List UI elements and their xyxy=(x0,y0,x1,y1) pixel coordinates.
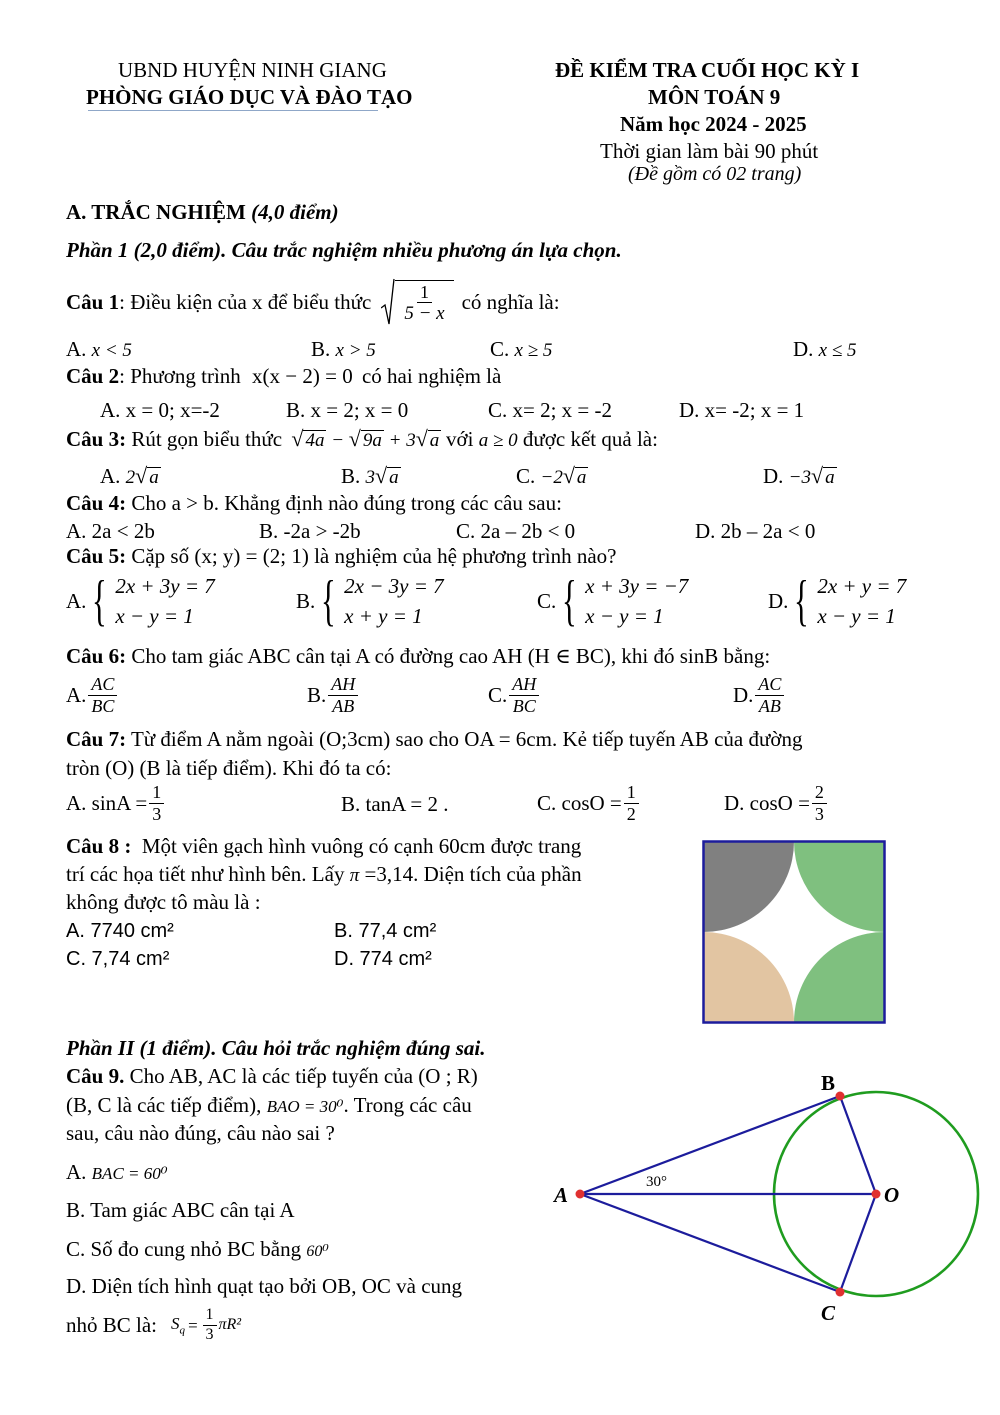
label-b: B xyxy=(821,1071,836,1095)
section-a-title: A. TRẮC NGHIỆM (4,0 điểm) xyxy=(66,200,339,224)
q2-option-d: D. x= -2; x = 1 xyxy=(679,398,805,422)
label-a: A xyxy=(554,1183,569,1207)
q4-option-d: D. 2b – 2a < 0 xyxy=(695,519,816,543)
header-right-line4: Thời gian làm bài 90 phút xyxy=(600,139,819,163)
q6-stem: Câu 6: Cho tam giác ABC cân tại A có đường cao AH (H ∈ BC), khi đó sinB bằng: xyxy=(66,644,771,668)
q8-option-c: C. 7,74 cm² xyxy=(66,948,170,970)
point-a xyxy=(576,1190,585,1199)
q3-option-d: D. −3√ a xyxy=(763,463,835,488)
q2-option-b: B. x = 2; x = 0 xyxy=(286,398,409,422)
header-right-line5: (Đề gồm có 02 trang) xyxy=(628,163,802,185)
q3-option-b: B. 3√ a xyxy=(341,463,399,488)
radius-oc xyxy=(840,1194,876,1292)
q9-option-c: C. Số đo cung nhỏ BC bằng 60⁰ xyxy=(66,1237,329,1261)
q7-option-d: D. cosO = $\frac{2}{3}$ xyxy=(724,783,829,824)
header-underline xyxy=(88,110,378,111)
q9-stem-line1: Câu 9. Cho AB, AC là các tiếp tuyến của (O ; R) xyxy=(66,1064,478,1088)
angle-label: 30° xyxy=(646,1174,667,1190)
q6-option-a: A. $\frac{AC}{BC}$ xyxy=(66,675,119,716)
q9-option-d-line2: nhỏ BC là: $S_q$ = $\frac{1}{3}$ πR² xyxy=(66,1306,242,1343)
label-c: C xyxy=(821,1301,836,1325)
q8-stem-line3: không được tô màu là : xyxy=(66,890,261,914)
q9-option-a: A. BAC = 60⁰ xyxy=(66,1160,168,1184)
q1-option-c: C. x ≥ 5 xyxy=(490,337,553,361)
q2-stem: Câu 2: Phương trình x(x − 2) = 0 có hai nghiệm là xyxy=(66,364,502,388)
header-right-line3: Năm học 2024 - 2025 xyxy=(620,112,807,136)
q5-option-d: D. { 2x + y = 7 x − y = 1 xyxy=(768,570,907,633)
q8-stem-line2: trí các họa tiết như hình bên. Lấy π =3,14. Diện tích của phần xyxy=(66,862,582,886)
q8-stem-line1: Câu 8 : Một viên gạch hình vuông có cạnh 60cm được trang xyxy=(66,834,582,858)
q6-option-c: C. $\frac{AH}{BC}$ xyxy=(488,675,541,716)
q4-option-c: C. 2a – 2b < 0 xyxy=(456,519,576,543)
q8-option-d: D. 774 cm² xyxy=(334,948,432,970)
q6-option-b: B. $\frac{AH}{AB}$ xyxy=(307,675,360,716)
q3-option-c: C. −2√ a xyxy=(516,463,587,488)
q4-option-b: B. -2a > -2b xyxy=(259,519,361,543)
q4-option-a: A. 2a < 2b xyxy=(66,519,155,543)
point-c xyxy=(836,1288,845,1297)
tangent-ab xyxy=(580,1096,840,1194)
q2-option-c: C. x= 2; x = -2 xyxy=(488,398,613,422)
q1-option-a: A. x < 5 xyxy=(66,337,132,361)
q5-option-c: C. { x + 3y = −7 x − y = 1 xyxy=(537,570,689,633)
point-o xyxy=(872,1190,881,1199)
q7-stem-line2: tròn (O) (B là tiếp điểm). Khi đó ta có: xyxy=(66,756,392,780)
q7-option-a: A. sinA = $\frac{1}{3}$ xyxy=(66,783,166,824)
q9-stem-line3: sau, câu nào đúng, câu nào sai ? xyxy=(66,1121,335,1145)
q8-option-a: A. 7740 cm² xyxy=(66,920,174,942)
q1-option-b: B. x > 5 xyxy=(311,337,376,361)
tangent-ac xyxy=(580,1194,840,1292)
q5-option-b: B. { 2x − 3y = 7 x + y = 1 xyxy=(296,570,444,633)
q6-option-d: D. $\frac{AC}{AB}$ xyxy=(733,675,786,716)
q9-option-d-line1: D. Diện tích hình quạt tạo bởi OB, OC và cung xyxy=(66,1274,463,1298)
header-right-line2: MÔN TOÁN 9 xyxy=(648,85,781,109)
header-right-line1: ĐỀ KIỂM TRA CUỐI HỌC KỲ I xyxy=(555,58,860,82)
radius-ob xyxy=(840,1096,876,1194)
radical-sign-icon xyxy=(381,278,395,326)
tangent-figure xyxy=(540,1060,980,1360)
q9-option-b: B. Tam giác ABC cân tại A xyxy=(66,1198,295,1222)
tile-figure xyxy=(702,840,886,1024)
label-o: O xyxy=(884,1183,900,1207)
q2-option-a: A. x = 0; x=-2 xyxy=(100,398,220,422)
q5-option-a: A. { 2x + 3y = 7 x − y = 1 xyxy=(66,570,215,633)
q4-stem: Câu 4: Cho a > b. Khẳng định nào đúng trong các câu sau: xyxy=(66,491,562,515)
q7-option-b: B. tanA = 2 . xyxy=(341,792,449,816)
header-left-line1: UBND HUYỆN NINH GIANG xyxy=(118,58,387,82)
q1-stem: Câu 1 : Điều kiện của x để biểu thức $\frac{1}{5 - x}$ có nghĩa là: xyxy=(66,278,560,326)
q3-stem: Câu 3: Rút gọn biểu thức √ 4a − √ 9a + 3√ a với a ≥ 0 được kết quả là: xyxy=(66,426,658,451)
q7-stem-line1: Câu 7: Từ điểm A nằm ngoài (O;3cm) sao cho OA = 6cm. Kẻ tiếp tuyến AB của đường xyxy=(66,727,803,751)
q3-expression: √ 4a − √ 9a + 3√ a xyxy=(291,426,440,451)
q7-option-c: C. cosO = $\frac{1}{2}$ xyxy=(537,783,641,824)
part1-title: Phần 1 (2,0 điểm). Câu trắc nghiệm nhiều phương án lựa chọn. xyxy=(66,238,622,262)
angle-bao-expression: BAO = 30⁰ xyxy=(266,1097,344,1116)
q1-sqrt-expression: $\frac{1}{5 - x}$ xyxy=(381,278,453,326)
q8-option-b: B. 77,4 cm² xyxy=(334,920,437,942)
header-left-line2: PHÒNG GIÁO DỤC VÀ ĐÀO TẠO xyxy=(86,85,413,109)
point-b xyxy=(836,1092,845,1101)
q1-option-d: D. x ≤ 5 xyxy=(793,337,857,361)
q9-stem-line2: (B, C là các tiếp điểm), BAO = 30⁰. Trong các câu xyxy=(66,1093,472,1117)
q5-stem: Câu 5: Cặp số (x; y) = (2; 1) là nghiệm của hệ phương trình nào? xyxy=(66,544,617,568)
part2-title: Phần II (1 điểm). Câu hỏi trắc nghiệm đúng sai. xyxy=(66,1036,486,1060)
q3-option-a: A. 2√ a xyxy=(100,463,159,488)
